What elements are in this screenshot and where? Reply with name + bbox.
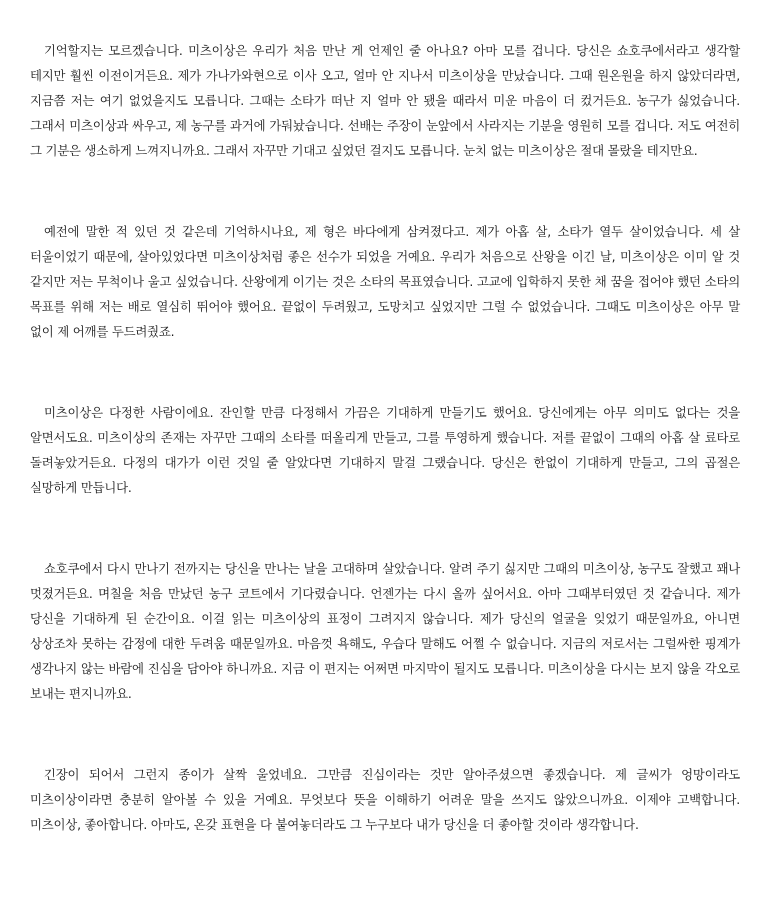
- letter-body: [30, 38, 740, 837]
- letter-paragraph-2: 예전에 말한 적 있던 것 같은데 기억하시나요, 제 형은 바다에게 삼켜졌다고. 제가 아홉 살, 소타가 열두 살이었습니다. 세 살 터울이었기 때문에, 살아있었다면 미츠이상처럼 좋은 선수가 되었을 거예요. 우리가 처음으로 산왕을 이긴 날, 미츠이상은 이미 알 것 같지만 저는 무척이나 울고 싶었습니다. 산왕에게 이기는 것은 소타의 목표였습니다. 고교에 입학하지 못한 채 꿈을 접어야 했던 소타의 목표를 위해 저는 배로 열심히 뛰어야 했어요. 끝없이 두려웠고, 도망치고 싶었지만 그럴 수 없었습니다. 그때도 미츠이상은 아무 말 없이 제 어깨를 두드려줬죠.: [30, 224, 740, 339]
- letter-paragraph-4: 쇼호쿠에서 다시 만나기 전까지는 당신을 만나는 날을 고대하며 살았습니다. 알려 주기 싫지만 그때의 미츠이상, 농구도 잘했고 꽤나 멋졌거든요. 며칠을 처음 만났던 농구 코트에서 기다렸습니다. 언젠가는 다시 올까 싶어서요. 아마 그때부터였던 것 같습니다. 제가 당신을 기대하게 된 순간이요. 이걸 읽는 미츠이상의 표정이 그려지지 않습니다. 제가 당신의 얼굴을 잊었기 때문일까요, 아니면 상상조차 못하는 감정에 대한 두려움 때문일까요. 마음껏 욕해도, 우습다 말해도 어쩔 수 없습니다. 지금의 저로서는 그럴싸한 핑계가 생각나지 않는 바람에 진심을 담아야 하니까요. 지금 이 편지는 어쩌면 마지막이 될지도 모릅니다. 미츠이상을 다시는 보지 않을 각오로 보내는 편지니까요.: [30, 561, 740, 701]
- letter-paragraph-1: 기억할지는 모르겠습니다. 미츠이상은 우리가 처음 만난 게 언제인 줄 아나요? 아마 모를 겁니다. 당신은 쇼호쿠에서라고 생각할 테지만 훨씬 이전이거든요. 제가 가나가와현으로 이사 오고, 얼마 안 지나서 미츠이상을 만났습니다. 그때 원온원을 하지 않았더라면, 지금쯤 저는 여기 없었을지도 모릅니다. 그때는 소타가 떠난 지 얼마 안 됐을 때라서 미운 마음이 더 컸거든요. 농구가 싫었습니다. 그래서 미츠이상과 싸우고, 제 농구를 과거에 가둬놨습니다. 선배는 주장이 눈앞에서 사라지는 기분을 영원히 모를 겁니다. 저도 여전히 그 기분은 생소하게 느껴지니까요. 그래서 자꾸만 기대고 싶었던 걸지도 모릅니다. 눈치 없는 미츠이상은 절대 몰랐을 테지만요.: [30, 43, 740, 158]
- letter-paragraph-5: 긴장이 되어서 그런지 종이가 살짝 울었네요. 그만큼 진심이라는 것만 알아주셨으면 좋겠습니다. 제 글씨가 엉망이라도 미츠이상이라면 충분히 알아볼 수 있을 거예요. 무엇보다 뜻을 이해하기 어려운 말을 쓰지도 않았으니까요. 이제야 고백합니다. 미츠이상, 좋아합니다. 아마도, 온갖 표현을 다 붙여놓더라도 그 누구보다 내가 당신을 더 좋아할 것이라 생각합니다.: [30, 767, 740, 832]
- letter-paragraph-3: 미츠이상은 다정한 사람이에요. 잔인할 만큼 다정해서 가끔은 기대하게 만들기도 했어요. 당신에게는 아무 의미도 없다는 것을 알면서도요. 미츠이상의 존재는 자꾸만 그때의 소타를 떠올리게 만들고, 그를 투영하게 했습니다. 저를 끝없이 그때의 아홉 살 료타로 돌려놓았거든요. 다정의 대가가 이런 것일 줄 알았다면 기대하지 말걸 그랬습니다. 당신은 한없이 기대하게 만들고, 그의 곱절은 실망하게 만듭니다.: [30, 405, 740, 495]
